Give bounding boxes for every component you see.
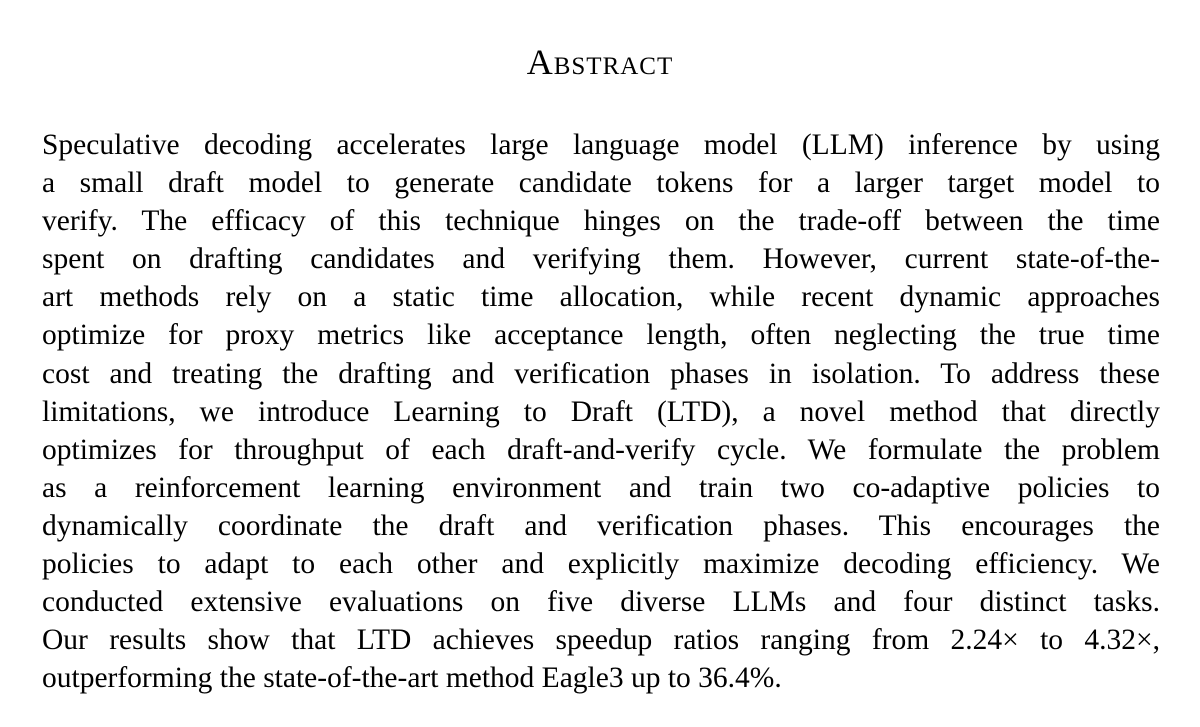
abstract-line: optimize for proxy metrics like acceptance length, often neglecting the true time (42, 319, 1160, 352)
abstract-line: as a reinforcement learning environment and train two co-adaptive policies to (42, 471, 1160, 504)
abstract-line: optimizes for throughput of each draft-and-verify cycle. We formulate the problem (42, 433, 1160, 466)
abstract-line: dynamically coordinate the draft and verification phases. This encourages the (42, 509, 1160, 542)
abstract-line: Speculative decoding accelerates large language model (LLM) inference by using (42, 129, 1160, 161)
abstract-line: outperforming the state-of-the-art method Eagle3 up to 36.4%. (42, 662, 782, 695)
abstract-line: limitations, we introduce Learning to Draft (LTD), a novel method that directly (42, 395, 1160, 428)
abstract-body (42, 126, 1160, 697)
abstract-line: spent on drafting candidates and verifying them. However, current state-of-the- (42, 243, 1160, 276)
abstract-line: cost and treating the drafting and verification phases in isolation. To address these (42, 357, 1160, 390)
abstract-line: conducted extensive evaluations on five diverse LLMs and four distinct tasks. (42, 586, 1160, 619)
abstract-line: verify. The efficacy of this technique hinges on the trade-off between the time (42, 205, 1160, 238)
abstract-line: policies to adapt to each other and explicitly maximize decoding efficiency. We (42, 548, 1160, 581)
abstract-line: art methods rely on a static time allocation, while recent dynamic approaches (42, 281, 1160, 314)
abstract-line: a small draft model to generate candidate tokens for a larger target model to (42, 167, 1160, 200)
abstract-heading: Abstract (526, 42, 674, 82)
abstract-line: Our results show that LTD achieves speedup ratios ranging from 2.24× to 4.32×, (42, 624, 1160, 657)
